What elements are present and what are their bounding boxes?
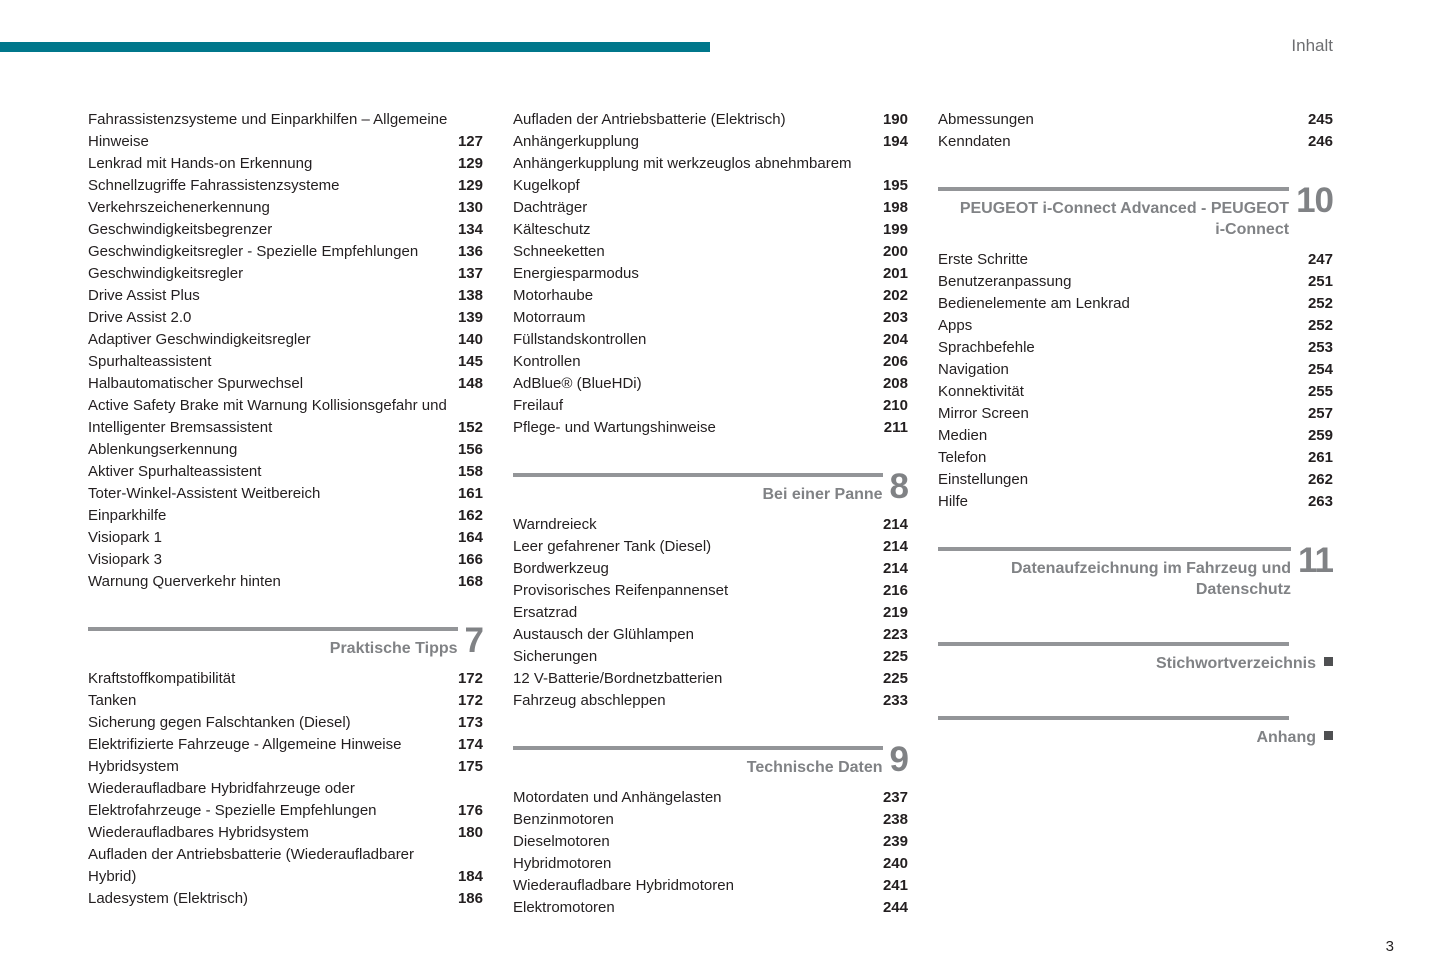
entry-title: Erste Schritte (938, 251, 1029, 268)
entry-title: Warndreieck (513, 516, 597, 533)
chapter-title: Technische Daten (746, 759, 883, 776)
entry-title: Kälteschutz (513, 221, 591, 238)
toc-entry[interactable] (938, 425, 1333, 447)
toc-entry[interactable] (88, 844, 483, 888)
entry-page-number: 201 (882, 265, 908, 282)
toc-entry[interactable] (88, 351, 483, 373)
toc-entry[interactable] (88, 395, 483, 439)
toc-entry[interactable] (88, 712, 483, 734)
toc-entry[interactable] (88, 888, 483, 910)
entry-page-number: 261 (1307, 449, 1333, 466)
toc-entry[interactable] (88, 734, 483, 756)
toc-entry[interactable] (513, 395, 908, 417)
toc-entry[interactable] (88, 175, 483, 197)
chapter-rule (513, 473, 883, 477)
toc-entry[interactable] (88, 668, 483, 690)
toc-entry[interactable] (938, 293, 1333, 315)
entry-title: Drive Assist Plus (88, 287, 200, 304)
entry-title: Halbautomatischer Spurwechsel (88, 375, 304, 392)
chapter-number: 8 (889, 467, 908, 506)
entry-page-number: 136 (457, 243, 483, 260)
entry-title: Austausch der Glühlampen (513, 626, 694, 643)
entry-title: Pflege- und Wartungshinweise (513, 419, 716, 436)
entry-title: Bordwerkzeug (513, 560, 609, 577)
entry-page-number: 173 (457, 714, 483, 731)
toc-column (513, 109, 908, 919)
entry-title: Energiesparmodus (513, 265, 639, 282)
toc-entry[interactable] (513, 197, 908, 219)
entry-page-number: 208 (882, 375, 908, 392)
entry-title: Einstellungen (938, 471, 1029, 488)
toc-entry[interactable] (513, 875, 908, 897)
entry-title: Apps (938, 317, 973, 334)
toc-entry[interactable] (513, 558, 908, 580)
entry-page-number: 200 (882, 243, 908, 260)
entry-title: Medien (938, 427, 988, 444)
chapter-heading-body (938, 547, 1291, 600)
entry-title: Provisorisches Reifenpannenset (513, 582, 729, 599)
entry-page-number: 156 (457, 441, 483, 458)
toc-entry[interactable] (938, 249, 1333, 271)
entry-title: Drive Assist 2.0 (88, 309, 192, 326)
chapter-heading (938, 541, 1333, 600)
entry-title: Telefon (938, 449, 987, 466)
entry-title: Visiopark 1 (88, 529, 162, 546)
toc-entry[interactable] (938, 271, 1333, 293)
entry-page-number: 237 (882, 789, 908, 806)
toc-entry[interactable] (88, 109, 483, 153)
entry-page-number: 174 (457, 736, 483, 753)
entry-page-number: 255 (1307, 383, 1333, 400)
entry-page-number: 180 (457, 824, 483, 841)
entry-page-number: 204 (882, 331, 908, 348)
toc-entry[interactable] (513, 417, 908, 439)
toc-entry[interactable] (88, 690, 483, 712)
entry-page-number: 246 (1307, 133, 1333, 150)
entry-page-number: 214 (882, 560, 908, 577)
toc-entry[interactable] (88, 307, 483, 329)
chapter-title: PEUGEOT i-Connect Advanced - PEUGEOT i-Connect (959, 200, 1290, 238)
header-title: Inhalt (1291, 36, 1333, 55)
chapter-title: Praktische Tipps (329, 640, 458, 657)
toc-entry[interactable] (513, 787, 908, 809)
chapter-heading-body (513, 473, 883, 505)
entry-page-number: 239 (882, 833, 908, 850)
chapter-rule (938, 187, 1289, 191)
entry-page-number: 198 (882, 199, 908, 216)
toc-entry[interactable] (513, 219, 908, 241)
toc-entry[interactable] (513, 580, 908, 602)
entry-page-number: 245 (1307, 111, 1333, 128)
toc-entry[interactable] (938, 491, 1333, 513)
toc-entry[interactable] (513, 646, 908, 668)
toc-entry[interactable] (88, 439, 483, 461)
toc-entry[interactable] (88, 505, 483, 527)
entry-title: Kenndaten (938, 133, 1011, 150)
entry-title: Konnektivität (938, 383, 1024, 400)
entry-page-number: 241 (882, 877, 908, 894)
entry-title: Mirror Screen (938, 405, 1029, 422)
entry-page-number: 202 (882, 287, 908, 304)
entry-page-number: 172 (457, 670, 483, 687)
entry-title: Schnellzugriffe Fahrassistenzsysteme (88, 177, 340, 194)
toc-entry[interactable] (938, 403, 1333, 425)
toc-entry[interactable] (513, 853, 908, 875)
page-number: 3 (1385, 938, 1394, 955)
toc-column (938, 109, 1333, 757)
chapter-title: Bei einer Panne (762, 486, 883, 503)
toc-entry[interactable] (88, 329, 483, 351)
entry-page-number: 164 (457, 529, 483, 546)
entry-page-number: 184 (457, 868, 483, 885)
entry-page-number: 176 (457, 802, 483, 819)
chapter-number: 11 (1298, 541, 1333, 580)
chapter-rule (88, 627, 458, 631)
chapter-heading-body (513, 746, 883, 778)
entry-page-number: 247 (1307, 251, 1333, 268)
entry-page-number: 148 (457, 375, 483, 392)
toc-entry[interactable] (513, 690, 908, 712)
entry-title: Dachträger (513, 199, 588, 216)
toc-entry[interactable] (513, 514, 908, 536)
entry-title: Geschwindigkeitsregler - Spezielle Empfehlungen (88, 243, 419, 260)
entry-title: Ablenkungserkennung (88, 441, 238, 458)
entry-page-number: 134 (457, 221, 483, 238)
toc-entry[interactable] (938, 109, 1333, 131)
toc-entry[interactable] (513, 897, 908, 919)
entry-page-number: 223 (882, 626, 908, 643)
index-heading (938, 716, 1333, 748)
entry-title: Benutzeranpassung (938, 273, 1072, 290)
entry-page-number: 263 (1307, 493, 1333, 510)
entry-title: Sicherungen (513, 648, 598, 665)
entry-page-number: 152 (457, 419, 483, 436)
entry-title: Geschwindigkeitsregler (88, 265, 244, 282)
entry-page-number: 210 (882, 397, 908, 414)
entry-page-number: 233 (882, 692, 908, 709)
toc-entry[interactable] (88, 527, 483, 549)
entry-title: Hybridsystem (88, 758, 179, 775)
entry-page-number: 238 (882, 811, 908, 828)
toc-entry[interactable] (513, 131, 908, 153)
entry-title: Hybridmotoren (513, 855, 612, 872)
entry-page-number: 194 (882, 133, 908, 150)
entry-title: Visiopark 3 (88, 551, 162, 568)
entry-title: Motordaten und Anhängelasten (513, 789, 722, 806)
entry-page-number: 166 (457, 551, 483, 568)
toc-entry[interactable] (513, 668, 908, 690)
toc-entry[interactable] (88, 263, 483, 285)
entry-title: Active Safety Brake mit Warnung Kollisionsgefahr und Intelligenter Bremsassistent (88, 397, 447, 436)
entry-title: Anhängerkupplung (513, 133, 639, 150)
entry-title: Sprachbefehle (938, 339, 1035, 356)
index-title: Anhang (1256, 729, 1316, 746)
entry-page-number: 172 (457, 692, 483, 709)
entry-page-number: 129 (457, 155, 483, 172)
entry-title: Warnung Querverkehr hinten (88, 573, 281, 590)
entry-title: Kontrollen (513, 353, 581, 370)
toc-entry[interactable] (938, 315, 1333, 337)
toc-entry[interactable] (513, 536, 908, 558)
toc-entry[interactable] (513, 307, 908, 329)
chapter-heading (513, 740, 908, 779)
entry-title: Aufladen der Antriebsbatterie (Wiederaufladbarer Hybrid) (88, 846, 415, 885)
square-marker-icon (1324, 657, 1333, 666)
index-heading (938, 642, 1333, 674)
toc-entry[interactable] (938, 469, 1333, 491)
entry-page-number: 240 (882, 855, 908, 872)
header-accent-bar (0, 42, 710, 52)
entry-page-number: 211 (883, 419, 908, 436)
toc-entry[interactable] (513, 241, 908, 263)
index-rule (938, 642, 1289, 646)
chapter-rule (513, 746, 883, 750)
entry-page-number: 219 (882, 604, 908, 621)
entry-title: Wiederaufladbare Hybridmotoren (513, 877, 734, 894)
entry-page-number: 161 (457, 485, 483, 502)
index-rule (938, 716, 1289, 720)
entry-page-number: 139 (457, 309, 483, 326)
entry-title: Adaptiver Geschwindigkeitsregler (88, 331, 311, 348)
entry-page-number: 259 (1307, 427, 1333, 444)
entry-title: Wiederaufladbares Hybridsystem (88, 824, 309, 841)
entry-page-number: 168 (457, 573, 483, 590)
index-title: Stichwortverzeichnis (1155, 655, 1316, 672)
index-title-row (938, 653, 1333, 674)
toc-entry[interactable] (88, 241, 483, 263)
toc-entry[interactable] (513, 809, 908, 831)
entry-title: Verkehrszeichenerkennung (88, 199, 270, 216)
square-marker-icon (1324, 731, 1333, 740)
entry-title: Sicherung gegen Falschtanken (Diesel) (88, 714, 351, 731)
toc-entry[interactable] (938, 381, 1333, 403)
entry-title: Aktiver Spurhalteassistent (88, 463, 262, 480)
chapter-number: 7 (464, 621, 483, 660)
toc-entry[interactable] (513, 263, 908, 285)
chapter-heading (513, 467, 908, 506)
chapter-title: Datenaufzeichnung im Fahrzeug und Datenschutz (1010, 560, 1291, 598)
toc-entry[interactable] (513, 831, 908, 853)
chapter-heading (938, 181, 1333, 240)
entry-title: Toter-Winkel-Assistent Weitbereich (88, 485, 321, 502)
entry-title: Aufladen der Antriebsbatterie (Elektrisch) (513, 111, 786, 128)
toc-entry[interactable] (938, 447, 1333, 469)
entry-page-number: 214 (882, 516, 908, 533)
toc-entry[interactable] (513, 285, 908, 307)
entry-title: Dieselmotoren (513, 833, 610, 850)
toc-entry[interactable] (513, 624, 908, 646)
entry-title: Bedienelemente am Lenkrad (938, 295, 1130, 312)
entry-page-number: 145 (457, 353, 483, 370)
entry-title: Abmessungen (938, 111, 1034, 128)
entry-title: Wiederaufladbare Hybridfahrzeuge oder Elektrofahrzeuge - Spezielle Empfehlungen (88, 780, 377, 819)
entry-page-number: 195 (882, 177, 908, 194)
entry-page-number: 214 (882, 538, 908, 555)
entry-title: Schneeketten (513, 243, 605, 260)
entry-page-number: 199 (882, 221, 908, 238)
toc-entry[interactable] (938, 359, 1333, 381)
entry-title: Elektrifizierte Fahrzeuge - Allgemeine Hinweise (88, 736, 402, 753)
toc-entry[interactable] (513, 602, 908, 624)
entry-title: Einparkhilfe (88, 507, 167, 524)
entry-page-number: 216 (882, 582, 908, 599)
toc-columns (88, 109, 1333, 919)
entry-page-number: 186 (457, 890, 483, 907)
entry-page-number: 251 (1307, 273, 1333, 290)
entry-page-number: 262 (1307, 471, 1333, 488)
chapter-number: 10 (1296, 181, 1333, 220)
entry-title: Lenkrad mit Hands-on Erkennung (88, 155, 313, 172)
toc-entry[interactable] (88, 219, 483, 241)
entry-page-number: 140 (457, 331, 483, 348)
toc-entry[interactable] (513, 329, 908, 351)
entry-title: Motorraum (513, 309, 586, 326)
entry-page-number: 244 (882, 899, 908, 916)
index-title-row (938, 727, 1333, 748)
toc-entry[interactable] (513, 351, 908, 373)
chapter-heading (88, 621, 483, 660)
entry-title: Anhängerkupplung mit werkzeuglos abnehmbarem Kugelkopf (513, 155, 852, 194)
toc-entry[interactable] (88, 197, 483, 219)
toc-entry[interactable] (88, 549, 483, 571)
entry-title: Fahrzeug abschleppen (513, 692, 666, 709)
entry-page-number: 225 (882, 648, 908, 665)
toc-entry[interactable] (513, 153, 908, 197)
entry-page-number: 138 (457, 287, 483, 304)
entry-page-number: 175 (457, 758, 483, 775)
entry-title: Füllstandskontrollen (513, 331, 647, 348)
entry-page-number: 127 (457, 133, 483, 150)
toc-entry[interactable] (88, 756, 483, 778)
toc-entry[interactable] (88, 373, 483, 395)
entry-page-number: 162 (457, 507, 483, 524)
toc-entry[interactable] (938, 337, 1333, 359)
entry-page-number: 137 (457, 265, 483, 282)
entry-page-number: 253 (1307, 339, 1333, 356)
entry-page-number: 190 (882, 111, 908, 128)
toc-entry[interactable] (513, 109, 908, 131)
toc-entry[interactable] (88, 571, 483, 593)
entry-page-number: 252 (1307, 317, 1333, 334)
entry-title: AdBlue® (BlueHDi) (513, 375, 642, 392)
toc-entry[interactable] (938, 131, 1333, 153)
entry-page-number: 254 (1307, 361, 1333, 378)
entry-title: Elektromotoren (513, 899, 615, 916)
toc-column (88, 109, 483, 910)
entry-page-number: 252 (1307, 295, 1333, 312)
entry-page-number: 206 (882, 353, 908, 370)
chapter-number: 9 (889, 740, 908, 779)
entry-title: Geschwindigkeitsbegrenzer (88, 221, 273, 238)
entry-title: Leer gefahrener Tank (Diesel) (513, 538, 712, 555)
entry-title: Ladesystem (Elektrisch) (88, 890, 249, 907)
entry-title: 12 V-Batterie/Bordnetzbatterien (513, 670, 723, 687)
entry-title: Freilauf (513, 397, 564, 414)
entry-title: Motorhaube (513, 287, 594, 304)
entry-page-number: 257 (1307, 405, 1333, 422)
entry-page-number: 158 (457, 463, 483, 480)
entry-title: Fahrassistenzsysteme und Einparkhilfen – Allgemeine Hinweise (88, 111, 448, 150)
entry-title: Kraftstoffkompatibilität (88, 670, 236, 687)
entry-title: Benzinmotoren (513, 811, 614, 828)
entry-page-number: 130 (457, 199, 483, 216)
chapter-heading-body (88, 627, 458, 659)
toc-entry[interactable] (88, 153, 483, 175)
chapter-heading-body (938, 187, 1289, 240)
entry-title: Hilfe (938, 493, 969, 510)
chapter-rule (938, 547, 1291, 551)
toc-entry[interactable] (88, 461, 483, 483)
entry-title: Ersatzrad (513, 604, 578, 621)
entry-page-number: 203 (882, 309, 908, 326)
toc-entry[interactable] (88, 285, 483, 307)
entry-page-number: 225 (882, 670, 908, 687)
toc-entry[interactable] (88, 822, 483, 844)
entry-title: Spurhalteassistent (88, 353, 212, 370)
entry-title: Navigation (938, 361, 1009, 378)
toc-entry[interactable] (88, 778, 483, 822)
entry-title: Tanken (88, 692, 137, 709)
entry-page-number: 129 (457, 177, 483, 194)
toc-entry[interactable] (513, 373, 908, 395)
toc-entry[interactable] (88, 483, 483, 505)
